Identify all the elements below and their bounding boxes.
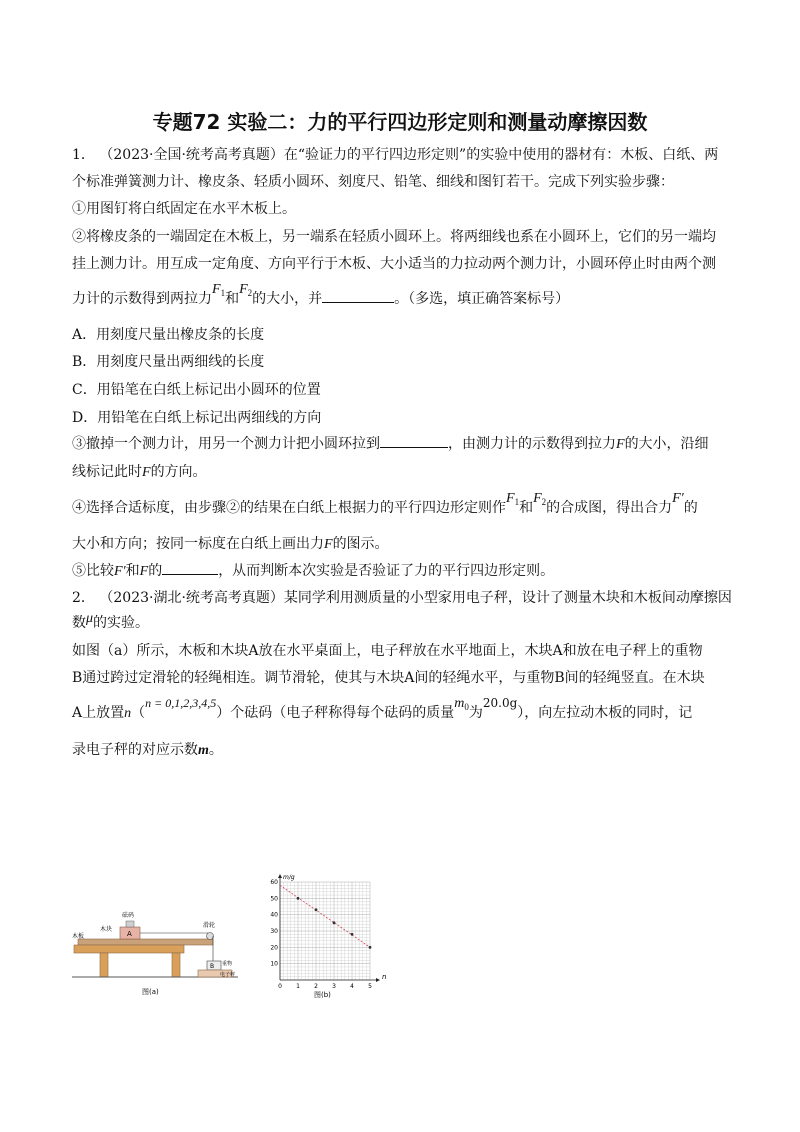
fit-line xyxy=(280,885,370,947)
q1-line-1: 1． （2023·全国·统考高考真题）在“验证力的平行四边形定则”的实验中使用的器材有：木板、白纸、两 xyxy=(72,147,719,163)
x-tick-label: 1 xyxy=(296,983,300,990)
weight-stack xyxy=(126,921,134,927)
q1-option-c: C．用铅笔在白纸上标记出小圆环的位置 xyxy=(72,382,321,398)
q2-line-3: 如图（a）所示，木板和木块A放在水平桌面上，电子秤放在水平地面上，木块A和放在电子秤上的重物 xyxy=(72,643,703,659)
x-tick-label: 4 xyxy=(350,983,354,990)
label-weight: 砝码 xyxy=(122,912,135,919)
q1-option-b: B．用刻度尺量出两细线的长度 xyxy=(72,354,265,370)
chart-grid xyxy=(280,882,370,980)
label-b: B xyxy=(210,963,215,970)
q1-step-2c: 力计的示数得到两拉力$F_1$和$F_2$的大小，并 。（多选，填正确答案标号） xyxy=(72,282,570,307)
symbol-mu: μ xyxy=(86,611,94,626)
y-tick-label: 50 xyxy=(270,895,278,903)
y-tick-label: 30 xyxy=(270,928,278,935)
q1-number: 1． xyxy=(72,147,95,163)
q2-line-2: 数μ的实验。 xyxy=(72,611,150,631)
chart-axes xyxy=(278,874,380,982)
answer-blank-2[interactable] xyxy=(380,435,448,448)
page-title: 专题72 实验二：力的平行四边形定则和测量动摩擦因数 xyxy=(152,110,648,134)
chart-series xyxy=(280,885,371,948)
y-tick-label: 20 xyxy=(270,944,278,952)
symbol-f: F xyxy=(324,537,333,552)
x-tick-label: 0 xyxy=(278,983,282,990)
q2-line-1: 2． （2023·湖北·统考高考真题）某同学利用测质量的小型家用电子秤，设计了测量木块和木板间动摩擦因 xyxy=(72,590,732,606)
data-point xyxy=(315,908,318,911)
q1-step-3a: ③撤掉一个测力计，用另一个测力计把小圆环拉到 ，由测力计的示数得到拉力F的大小，沿细 xyxy=(72,436,709,452)
wooden-board xyxy=(78,939,213,945)
table-top xyxy=(74,945,184,953)
data-point xyxy=(333,921,336,924)
data-point xyxy=(351,933,354,936)
q1-step-3b: 线标记此时F的方向。 xyxy=(72,464,207,480)
chart-ylabel: m/g xyxy=(283,874,295,881)
label-block: 木块 xyxy=(100,926,113,933)
q1-step-2a: ②将橡皮条的一端固定在木板上，另一端系在轻质小圆环上。将两细线也系在小圆环上，它们的另一端均 xyxy=(72,229,716,245)
q2-line-4: B通过跨过定滑轮的轻绳相连。调节滑轮，使其与木块A间的轻绳水平，与重物B间的轻绳竖直。在木块 xyxy=(72,670,705,686)
figure-b-chart xyxy=(262,872,392,1000)
chart-xlabel: n xyxy=(382,973,387,981)
y-axis-arrow-icon xyxy=(278,874,282,878)
label-pulley: 滑轮 xyxy=(203,922,216,929)
symbol-m: m xyxy=(198,743,209,758)
symbol-f1: $F_1$ xyxy=(506,491,520,507)
x-tick-label: 2 xyxy=(314,983,318,990)
x-tick-label: 3 xyxy=(332,983,336,990)
table-leg-right xyxy=(172,953,180,977)
x-axis-arrow-icon xyxy=(376,978,380,982)
q2-line-6: 录电子秤的对应示数m。 xyxy=(72,742,223,758)
pulley-icon xyxy=(207,933,214,940)
symbol-f2: $F_2$ xyxy=(533,491,547,507)
figure-a-caption: 图(a) xyxy=(142,988,159,996)
n-range: n = 0,1,2,3,4,5 xyxy=(145,696,217,710)
q2-line-5: A上放置n（n = 0,1,2,3,4,5）个砝码（电子秤称得每个砝码的质量$m_0$为20.0g），向左拉动木板的同时，记 xyxy=(72,696,693,721)
q1-line-2: 个标准弹簧测力计、橡皮条、轻质小圆环、刻度尺、铅笔、细线和图钉若干。完成下列实验步骤： xyxy=(72,174,674,190)
q1-step-2b: 挂上测力计。用互成一定角度、方向平行于木板、大小适当的力拉动两个测力计，小圆环停止时由两个测 xyxy=(72,256,716,272)
q1-step-1: ①用图钉将白纸固定在水平木板上。 xyxy=(72,201,296,217)
data-point xyxy=(369,946,372,949)
symbol-m0: $m_0$ xyxy=(454,696,469,712)
symbol-n: n xyxy=(124,706,132,721)
figure-b-caption: 图(b) xyxy=(314,991,331,999)
symbol-f: F xyxy=(142,465,151,480)
y-tick-label: 60 xyxy=(270,879,278,886)
symbol-f-prime: F′ xyxy=(114,564,126,579)
data-point xyxy=(297,897,300,900)
y-tick-label: 40 xyxy=(270,911,278,919)
q1-step-5: ⑤比较F′和F的 ，从而判断本次实验是否验证了力的平行四边形定则。 xyxy=(72,563,555,579)
label-heavy: 重物 xyxy=(222,961,233,967)
table-leg-left xyxy=(100,953,108,977)
q1-option-d: D．用铅笔在白纸上标记出两细线的方向 xyxy=(72,410,322,426)
label-board: 木板 xyxy=(72,933,85,940)
q1-step-4a: ④选择合适标度，由步骤②的结果在白纸上根据力的平行四边形定则作$F_1$和$F_2$的合成图，得出合力F′的 xyxy=(72,491,698,516)
answer-blank-1[interactable] xyxy=(322,290,394,303)
symbol-f: F xyxy=(616,437,625,452)
label-scale: 电子秤 xyxy=(220,972,236,978)
q1-step-4b: 大小和方向；按同一标度在白纸上画出力F的图示。 xyxy=(72,536,389,552)
label-a: A xyxy=(127,930,132,938)
q1-option-a: A．用刻度尺量出橡皮条的长度 xyxy=(72,327,265,343)
x-tick-label: 5 xyxy=(368,983,372,990)
symbol-f: F xyxy=(139,564,149,579)
symbol-f2: $F_2$ xyxy=(239,282,253,298)
y-tick-label: 10 xyxy=(270,960,278,968)
answer-blank-3[interactable] xyxy=(162,562,218,575)
symbol-f1: $F_1$ xyxy=(212,282,226,298)
q2-number: 2． xyxy=(72,590,95,606)
mass-value: 20.0g xyxy=(482,696,518,710)
symbol-f-prime: F′ xyxy=(672,491,684,506)
figure-a-apparatus xyxy=(70,905,240,1005)
